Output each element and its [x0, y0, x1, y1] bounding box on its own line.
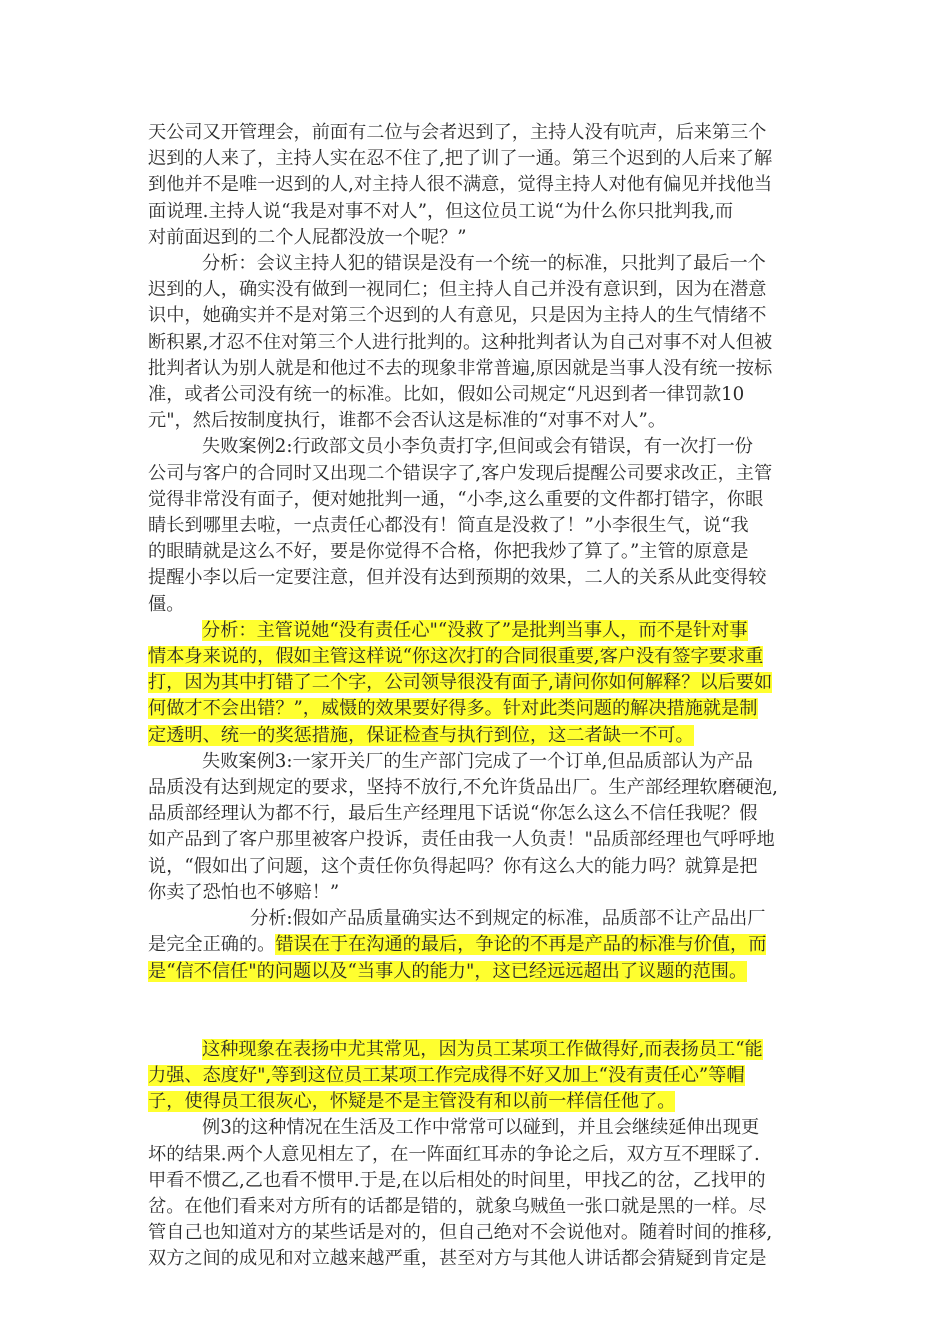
- text-line: [148, 644, 812, 670]
- paragraph-example-3-discussion: [148, 1115, 812, 1272]
- text-line: 的眼睛就是这么不好，要是你觉得不合格，你把我炒了算了。”主管的原意是: [148, 541, 749, 563]
- paragraph-praise-highlighted: [148, 1037, 812, 1116]
- text-span: 例3的这种情况在生活及工作中常常可以碰到，并且会继续延伸出现更: [202, 1117, 760, 1139]
- text-line: [148, 1089, 812, 1115]
- text-line: 品质没有达到规定的要求，坚持不放行,不允许货品出厂。生产部经理软磨硬泡,: [148, 777, 778, 799]
- text-line: 坏的结果.两个人意见相左了，在一阵面红耳赤的争论之后，双方互不理睬了.: [148, 1143, 760, 1165]
- text-line: 睛长到哪里去啦，一点责任心都没有！简直是没救了！”小李很生气，说“我: [148, 515, 749, 537]
- blank-space: [148, 985, 812, 1037]
- text-line: 双方之间的成见和对立越来越严重，甚至对方与其他人讲话都会猜疑到肯定是: [148, 1248, 767, 1270]
- highlighted-text: 子，使得员工很灰心，怀疑是不是主管没有和以前一样信任他了。: [148, 1091, 676, 1113]
- text-line: 迟到的人来了，主持人实在忍不住了,把了训了一通。第三个迟到的人后来了解: [148, 148, 773, 170]
- text-line: 如产品到了客户那里被客户投诉，责任由我一人负责！"品质部经理也气呼呼地: [148, 829, 775, 851]
- text-line: [148, 749, 812, 775]
- text-span: 是完全正确的。: [148, 934, 276, 956]
- text-line: [148, 670, 812, 696]
- text-line: [148, 906, 812, 932]
- text-line: 管自己也知道对方的某些话是对的，但自己绝对不会说他对。随着时间的推移,: [148, 1222, 773, 1244]
- text-line: 到他并不是唯一迟到的人,对主持人很不满意，觉得主持人对他有偏见并找他当: [148, 174, 773, 196]
- paragraph-analysis-2-highlighted: [148, 618, 812, 749]
- text-line: 你卖了恐怕也不够赔！”: [148, 881, 340, 903]
- highlighted-text: 情本身来说的，假如主管这样说“你这次打的合同很重要,客户没有签字要求重: [148, 646, 764, 668]
- text-line: [148, 618, 812, 644]
- paragraph-meeting-case: [148, 120, 812, 251]
- text-line: 准，或者公司没有统一的标准。比如，假如公司规定“凡迟到者一律罚款10: [148, 384, 745, 406]
- text-line: 面说理.主持人说“我是对事不对人”，但这位员工说“为什么你只批判我,而: [148, 200, 734, 222]
- text-line: 甲看不惯乙,乙也看不惯甲.于是,在以后相处的时间里，甲找乙的岔，乙找甲的: [148, 1169, 766, 1191]
- text-line: 岔。在他们看来对方所有的话都是错的，就象乌贼鱼一张口就是黑的一样。尽: [148, 1195, 767, 1217]
- text-line: [148, 1037, 812, 1063]
- text-line: [148, 723, 812, 749]
- highlighted-text: 错误在于在沟通的最后，争论的不再是产品的标准与价值，而: [275, 934, 767, 956]
- text-line: 迟到的人，确实没有做到一视同仁；但主持人自己并没有意识到，因为在潜意: [148, 279, 767, 301]
- text-line: [148, 1063, 812, 1089]
- paragraph-analysis-1: [148, 251, 812, 434]
- text-line: [148, 932, 812, 958]
- paragraph-analysis-3: [148, 906, 812, 985]
- text-line: 断积累,才忍不住对第三个人进行批判的。这种批判者认为自己对事不对人但被: [148, 331, 773, 353]
- text-line: 元"，然后按制度执行，谁都不会否认这是标准的“对事不对人”。: [148, 410, 667, 432]
- text-span: 分析:假如产品质量确实达不到规定的标准，品质部不让产品出厂: [250, 908, 766, 930]
- text-line: 批判者认为别人就是和他过不去的现象非常普遍,原因就是当事人没有统一按标: [148, 357, 773, 379]
- text-line: [148, 251, 812, 277]
- highlighted-text: 何做才不会出错？”，威慑的效果要好得多。针对此类问题的解决措施就是制: [148, 698, 758, 720]
- document-page: [148, 120, 812, 1273]
- text-line: [148, 434, 812, 460]
- text-line: 觉得非常没有面子，便对她批判一通，“小李,这么重要的文件都打错字，你眼: [148, 488, 764, 510]
- text-span: 分析：会议主持人犯的错误是没有一个统一的标准，只批判了最后一个: [202, 253, 766, 275]
- text-line: [148, 696, 812, 722]
- highlighted-text: 是“信不信任"的问题以及“当事人的能力"，这已经远远超出了议题的范围。: [148, 960, 748, 982]
- text-line: 识中，她确实并不是对第三个迟到的人有意见，只是因为主持人的生气情绪不: [148, 305, 767, 327]
- text-line: 僵。: [148, 593, 185, 615]
- text-line: 天公司又开管理会，前面有二位与会者迟到了，主持人没有吭声，后来第三个: [148, 122, 767, 143]
- text-line: [148, 959, 812, 985]
- text-line: 公司与客户的合同时又出现二个错误字了,客户发现后提醒公司要求改正，主管: [148, 462, 773, 484]
- highlighted-text: 分析：主管说她“没有责任心"“没救了”是批判当事人，而不是针对事: [202, 619, 748, 641]
- text-span: 失败案例2:行政部文员小李负责打字,但间或会有错误，有一次打一份: [202, 436, 753, 458]
- text-line: [148, 1115, 812, 1141]
- highlighted-text: 力强、态度好",等到这位员工某项工作完成得不好又加上“没有责任心”等帽: [148, 1064, 745, 1086]
- text-line: 对前面迟到的二个人屁都没放一个呢？”: [148, 226, 467, 248]
- text-line: 说，“假如出了问题，这个责任你负得起吗？你有这么大的能力吗？就算是把: [148, 855, 758, 877]
- text-line: 品质部经理认为都不行，最后生产经理甩下话说“你怎么这么不信任我呢？假: [148, 803, 758, 825]
- highlighted-text: 定透明、统一的奖惩措施，保证检查与执行到位，这二者缺一不可。: [148, 724, 694, 746]
- highlighted-text: 这种现象在表扬中尤其常见，因为员工某项工作做得好,而表扬员工“能: [202, 1038, 763, 1060]
- paragraph-failure-case-3: [148, 749, 812, 906]
- highlighted-text: 打，因为其中打错了二个字，公司领导很没有面子,请问你如何解释？以后要如: [148, 672, 773, 694]
- text-span: 失败案例3:一家开关厂的生产部门完成了一个订单,但品质部认为产品: [202, 750, 753, 772]
- text-line: 提醒小李以后一定要注意，但并没有达到预期的效果，二人的关系从此变得较: [148, 567, 767, 589]
- paragraph-failure-case-2: [148, 434, 812, 617]
